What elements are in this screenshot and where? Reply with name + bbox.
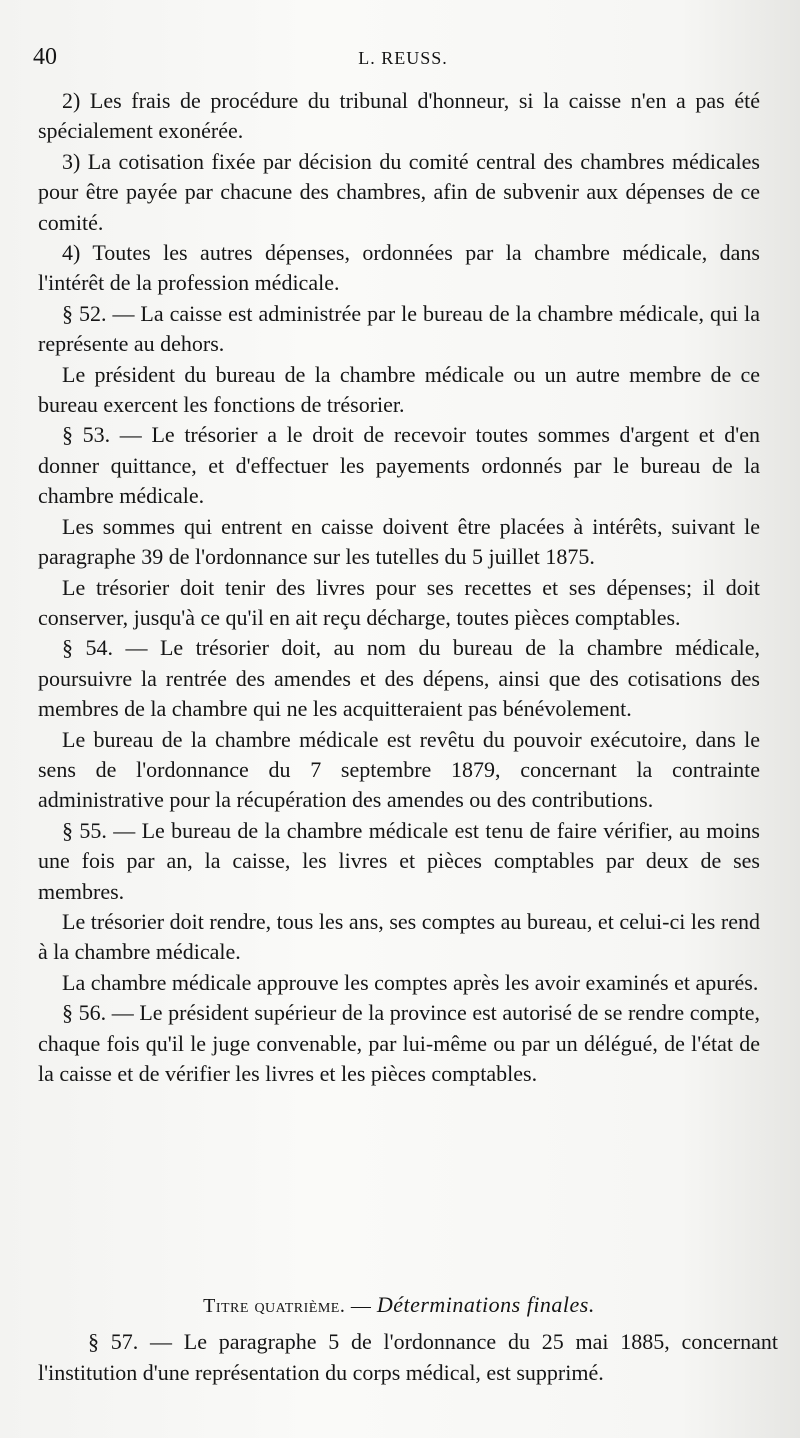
paragraph: Le président du bureau de la chambre médicale ou un autre membre de ce bureau exercent les fonctions de trésorier. (38, 361, 760, 418)
page-header (33, 44, 773, 78)
body-text (38, 86, 760, 1089)
paragraph: § 55. — Le bureau de la chambre médicale est tenu de faire vérifier, au moins une fois par an, la caisse, les livres et pièces comptables par deux de ses membres. (38, 817, 760, 904)
paragraph: 2) Les frais de procédure du tribunal d'honneur, si la caisse n'en a pas été spécialement exonérée. (38, 88, 760, 144)
paragraph: 3) La cotisation fixée par décision du comité central des chambres médicales pour être payée par chacune des chambres, afin de subvenir aux dépenses de ce comité. (38, 148, 760, 235)
paragraph: Le trésorier doit tenir des livres pour ses recettes et ses dépenses; il doit conserver, jusqu'à ce qu'il en ait reçu décharge, toutes pièces comptables. (38, 574, 760, 630)
paragraph: § 54. — Le trésorier doit, au nom du bureau de la chambre médicale, poursuivre la rentrée des amendes et des dépens, ainsi que des cotisations des membres de la chambre qui ne les acquitteraient pas bénévolement. (38, 635, 760, 722)
page-number: 40 (33, 44, 57, 70)
paragraph: § 56. — Le président supérieur de la province est autorisé de se rendre compte, chaque fois qu'il le juge convenable, par lui-même ou par un délégué, de l'état de la caisse et de vérifier les livres et les pièces comptables. (38, 1000, 760, 1086)
paragraph: Les sommes qui entrent en caisse doivent être placées à intérêts, suivant le paragraphe 39 de l'ordonnance sur les tutelles du 5 juillet 1875. (38, 513, 760, 570)
paragraph: La chambre médicale approuve les comptes après les avoir examinés et apurés. (62, 969, 759, 995)
paragraph: § 53. — Le trésorier a le droit de recevoir toutes sommes d'argent et d'en donner quittance, et d'effectuer les payements ordonnés par le bureau de la chambre médicale. (38, 422, 760, 509)
section-subtitle: Déterminations finales. (376, 1292, 595, 1317)
section-label: Titre quatrième. (203, 1295, 346, 1317)
paragraph: § 57. — Le paragraphe 5 de l'ordonnance du 25 mai 1885, concernant l'institution d'une représentation du corps médical, est supprimé. (38, 1329, 778, 1385)
paragraph: § 52. — La caisse est administrée par le bureau de la chambre médicale, qui la représente au dehors. (38, 300, 760, 357)
running-head: L. REUSS. (358, 48, 448, 68)
paragraph: Le trésorier doit rendre, tous les ans, ses comptes au bureau, et celui-ci les rend à la chambre médicale. (38, 908, 760, 965)
section-heading (38, 1292, 760, 1318)
paragraph: Le bureau de la chambre médicale est revêtu du pouvoir exécutoire, dans le sens de l'ordonnance du 7 septembre 1879, concernant la contrainte administrative pour la récupération des amendes ou des contributions. (38, 726, 760, 813)
paragraph: 4) Toutes les autres dépenses, ordonnées par la chambre médicale, dans l'intérêt de la profession médicale. (38, 240, 760, 296)
section-dash: — (345, 1295, 377, 1317)
final-text (38, 1326, 778, 1388)
